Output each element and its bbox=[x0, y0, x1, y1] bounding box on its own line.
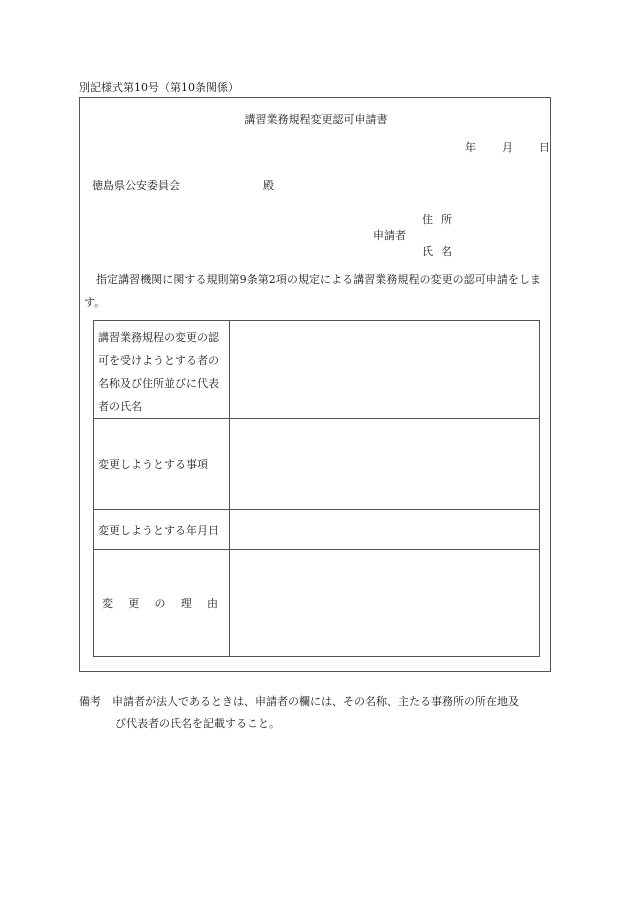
date-year: 年 bbox=[465, 141, 476, 154]
form-number-label: 別記様式第10号（第10条関係） bbox=[79, 81, 239, 94]
change-date-label: 変更しようとする年月日 bbox=[98, 523, 219, 537]
change-date-field[interactable] bbox=[230, 510, 539, 549]
reason-char: 更 bbox=[128, 597, 140, 610]
applicant-info-field[interactable] bbox=[230, 321, 539, 418]
applicant-label: 申請者 bbox=[373, 229, 406, 242]
reason-char: 理 bbox=[180, 597, 192, 610]
table-row bbox=[94, 510, 539, 550]
reason-char: 由 bbox=[207, 597, 218, 610]
change-details-table bbox=[93, 320, 540, 657]
application-statement: 指定講習機関に関する規則第9条第2項の規定による講習業務規程の変更の認可申請をします。 bbox=[84, 273, 542, 309]
remarks-line: び代表者の氏名を記載すること。 bbox=[115, 717, 280, 730]
change-item-field[interactable] bbox=[230, 419, 539, 509]
honorific: 殿 bbox=[263, 179, 274, 192]
table-row bbox=[94, 419, 539, 510]
row-label bbox=[94, 321, 230, 418]
remarks-note bbox=[79, 691, 554, 735]
table-row bbox=[94, 550, 539, 656]
row-label bbox=[94, 510, 230, 549]
change-reason-label bbox=[102, 595, 218, 611]
change-reason-field[interactable] bbox=[230, 550, 539, 656]
applicant-name-label: 氏名 bbox=[422, 245, 460, 258]
row-label bbox=[94, 419, 230, 509]
applicant-info-label: 講習業務規程の変更の認可を受けようとする者の名称及び住所並びに代表者の氏名 bbox=[98, 331, 219, 413]
form-title: 講習業務規程変更認可申請書 bbox=[244, 113, 388, 126]
date-month: 月 bbox=[502, 141, 513, 154]
table-row bbox=[94, 321, 539, 419]
reason-char: 変 bbox=[102, 597, 113, 610]
reason-char: の bbox=[154, 597, 166, 610]
change-item-label: 変更しようとする事項 bbox=[98, 458, 208, 471]
applicant-address-label: 住所 bbox=[422, 213, 460, 226]
remarks-line: 備考 申請者が法人であるときは、申請者の欄には、その名称、主たる事務所の所在地及 bbox=[79, 695, 519, 708]
application-form bbox=[79, 97, 551, 672]
row-label bbox=[94, 550, 230, 656]
addressee: 徳島県公安委員会 bbox=[92, 179, 180, 192]
date-day: 日 bbox=[539, 141, 550, 154]
